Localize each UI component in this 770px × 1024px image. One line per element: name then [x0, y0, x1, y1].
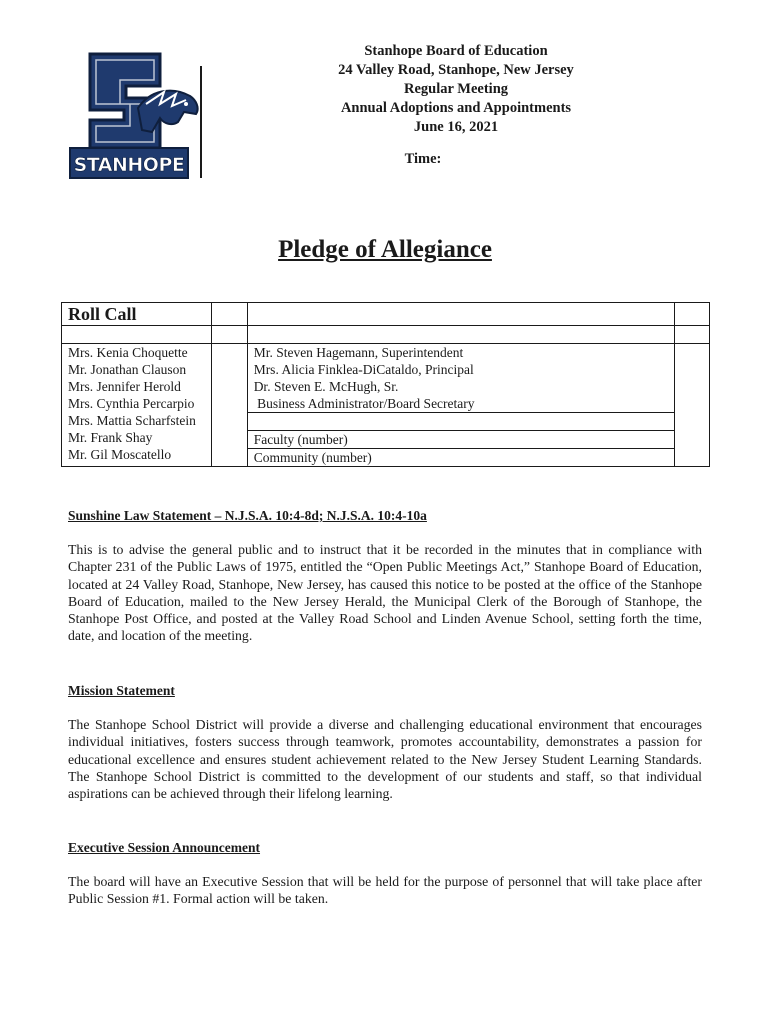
board-member: Mr. Frank Shay	[68, 430, 153, 445]
board-members-list	[62, 344, 212, 467]
board-name: Stanhope Board of Education	[364, 43, 548, 59]
roll-call-title: Roll Call	[68, 304, 137, 324]
roll-call-table	[61, 302, 710, 467]
admin-member: Business Administrator/Board Secretary	[253, 396, 475, 411]
stanhope-logo	[68, 50, 208, 182]
board-member: Mrs. Kenia Choquette	[68, 345, 188, 360]
sunshine-section	[68, 508, 702, 645]
executive-section	[68, 840, 702, 908]
meeting-date: June 16, 2021	[413, 119, 499, 135]
meeting-time-label: Time:	[404, 151, 442, 167]
executive-heading: Executive Session Announcement	[68, 840, 261, 855]
mission-heading: Mission Statement	[68, 683, 175, 698]
logo-wordmark: STANHOPE	[73, 154, 185, 176]
board-member: Mrs. Cynthia Percarpio	[68, 396, 195, 411]
admin-attendance-column	[675, 344, 710, 467]
roll-call-title-cell	[62, 303, 212, 326]
board-member: Mr. Gil Moscatello	[68, 447, 172, 462]
header-divider	[200, 66, 202, 178]
admin-member: Dr. Steven E. McHugh, Sr.	[253, 379, 399, 394]
sunshine-text: This is to advise the general public and to instruct that it be recorded in the minutes that in compliance with Chapter 231 of the Public Laws of 1975, entitled the “Open Public Meetings Act,” Stanhope Board of Education, located at 24 Valley Road, Stanhope, New Jersey, has caused this notice to be posted at the office of the Stanhope Board of Education, mailed to the New Jersey Herald, the Municipal Clerk of the Borough of Stanhope, the Stanhope Post Office, and posted at the Valley Road School and Linden Avenue School, setting forth the time, date, and location of the meeting.	[68, 542, 702, 644]
pledge-heading: Pledge of Allegiance	[278, 236, 492, 263]
mission-section	[68, 683, 702, 802]
faculty-count: Faculty (number)	[248, 430, 675, 448]
attendance-column	[212, 344, 248, 467]
meeting-type: Regular Meeting	[403, 81, 509, 97]
meeting-topic: Annual Adoptions and Appointments	[340, 100, 572, 116]
admin-member: Mr. Steven Hagemann, Superintendent	[253, 345, 464, 360]
admin-member: Mrs. Alicia Finklea-DiCataldo, Principal	[253, 362, 474, 377]
executive-text: The board will have an Executive Session that will be held for the purpose of personnel that will take place after Public Session #1. Formal action will be taken.	[68, 874, 702, 907]
sunshine-heading: Sunshine Law Statement – N.J.S.A. 10:4-8d; N.J.S.A. 10:4-10a	[68, 508, 427, 523]
community-count: Community (number)	[248, 448, 675, 466]
meeting-header	[300, 42, 612, 169]
administration-list	[247, 344, 675, 467]
board-address: 24 Valley Road, Stanhope, New Jersey	[338, 62, 574, 78]
board-member: Mrs. Mattia Scharfstein	[68, 413, 196, 428]
mission-text: The Stanhope School District will provide a diverse and challenging educational environment that encourages individual initiatives, fosters success through teamwork, promotes accountability, demonstrates a passion for educational excellence and ensures student achievement related to the New Jersey Student Learning Standards. The Stanhope School District is committed to the development of our students and staff, so that individual aspirations can be achieved through their lifelong learning.	[68, 717, 702, 802]
board-member: Mr. Jonathan Clauson	[68, 362, 187, 377]
board-member: Mrs. Jennifer Herold	[68, 379, 181, 394]
